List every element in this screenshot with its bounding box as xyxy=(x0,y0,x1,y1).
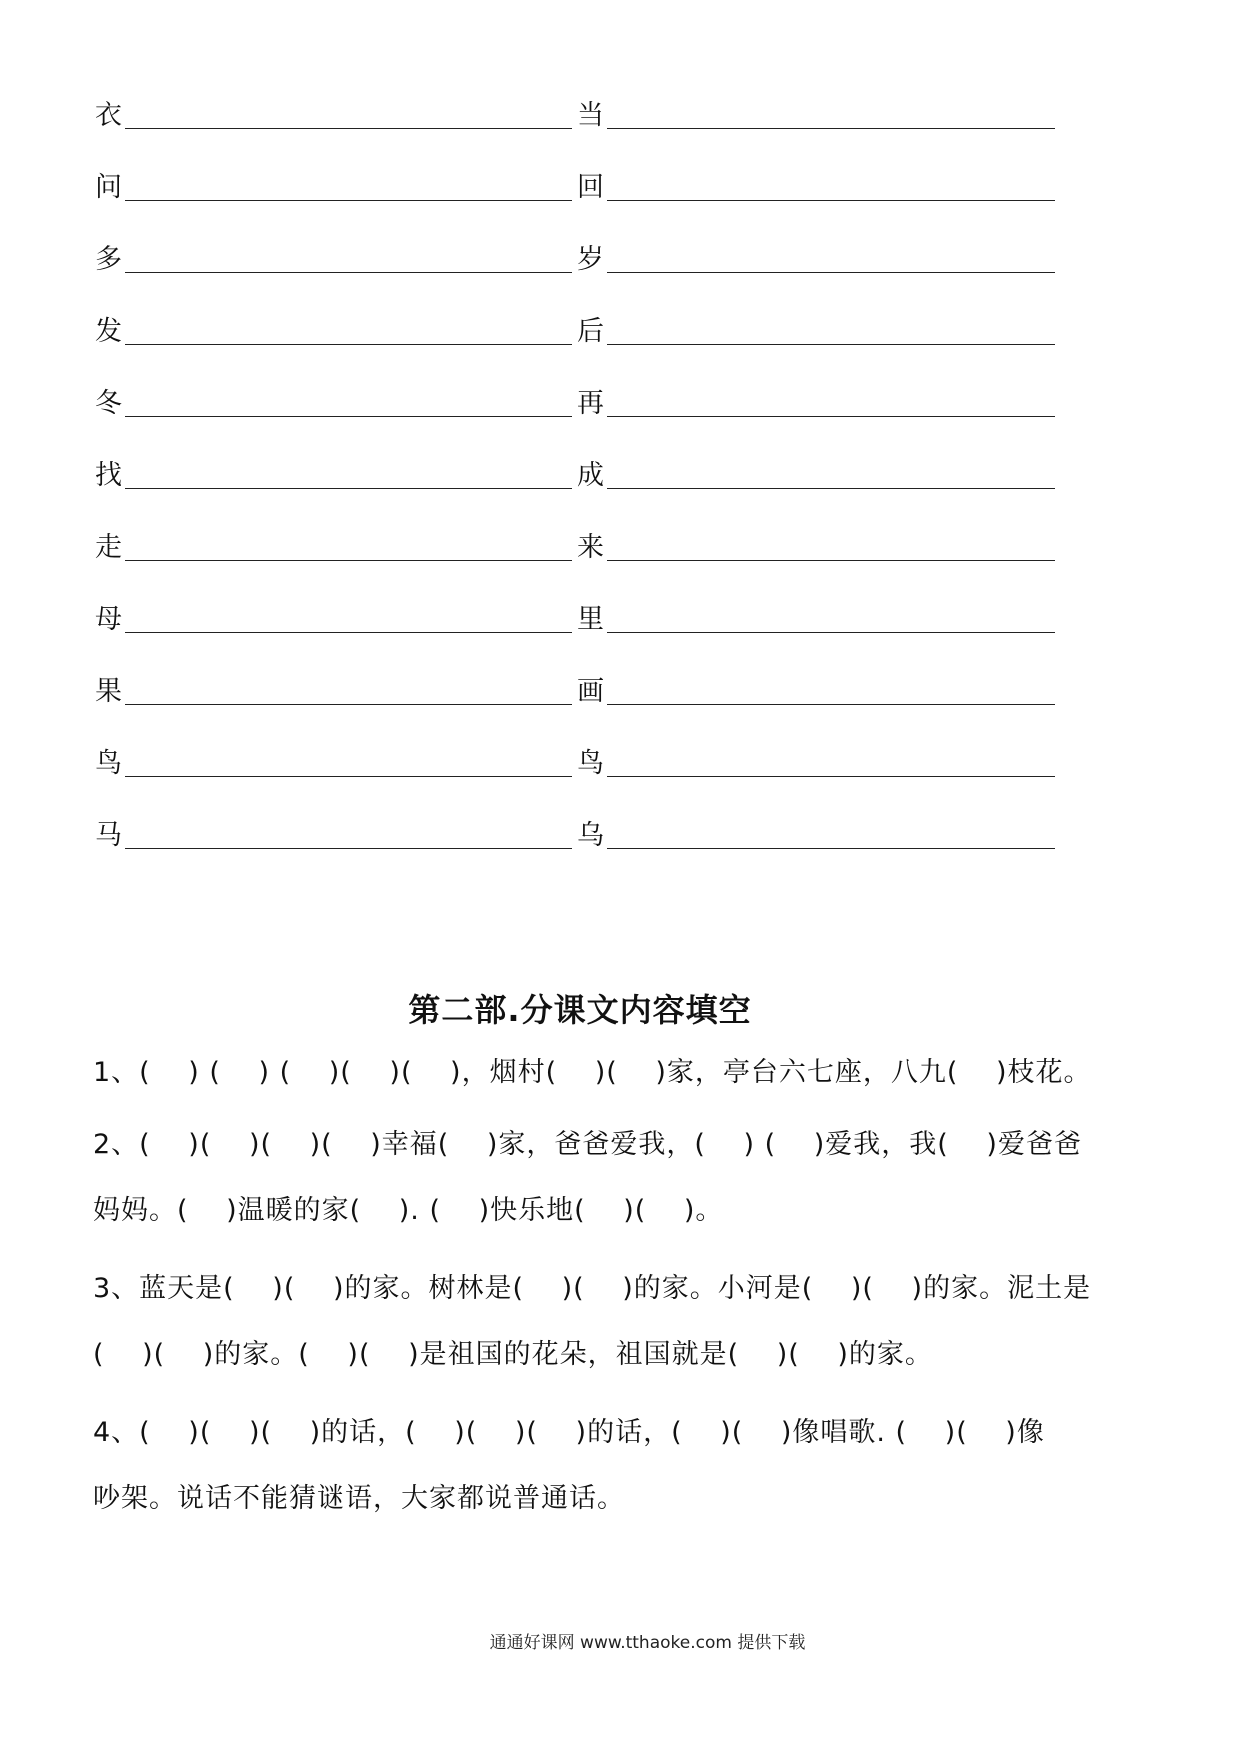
vocab-row xyxy=(95,452,1095,492)
vocab-cell xyxy=(577,308,1057,348)
exercise-2 xyxy=(93,1112,1203,1244)
writing-line[interactable] xyxy=(607,200,1055,201)
vocab-cell xyxy=(95,596,575,636)
vocab-row xyxy=(95,308,1095,348)
vocab-char: 问 xyxy=(95,172,122,203)
writing-line[interactable] xyxy=(607,560,1055,561)
vocab-cell xyxy=(577,740,1057,780)
writing-line[interactable] xyxy=(125,416,572,417)
writing-line[interactable] xyxy=(607,776,1055,777)
vocab-char: 鸟 xyxy=(95,748,122,779)
exercise-line: 3、蓝天是( )( )的家。树林是( )( )的家。小河是( )( )的家。泥土是 xyxy=(93,1273,1092,1304)
vocab-cell xyxy=(95,380,575,420)
writing-line[interactable] xyxy=(607,344,1055,345)
vocab-cell xyxy=(577,92,1057,132)
vocab-char: 成 xyxy=(577,460,604,491)
writing-line[interactable] xyxy=(607,848,1055,849)
vocab-row xyxy=(95,92,1095,132)
vocab-cell xyxy=(577,524,1057,564)
writing-line[interactable] xyxy=(125,632,572,633)
vocab-char: 里 xyxy=(577,604,604,635)
vocab-char: 发 xyxy=(95,316,122,347)
vocab-char: 回 xyxy=(577,172,604,203)
vocab-cell xyxy=(95,812,575,852)
vocab-cell xyxy=(95,740,575,780)
vocab-char: 马 xyxy=(95,820,122,851)
writing-line[interactable] xyxy=(125,344,572,345)
vocab-cell xyxy=(577,452,1057,492)
writing-line[interactable] xyxy=(607,128,1055,129)
vocab-cell xyxy=(95,92,575,132)
vocab-cell xyxy=(577,596,1057,636)
writing-line[interactable] xyxy=(125,488,572,489)
vocab-row xyxy=(95,812,1095,852)
page-footer: 通通好课网 www.tthaoke.com 提供下载 xyxy=(489,1633,806,1653)
vocab-cell xyxy=(95,164,575,204)
writing-line[interactable] xyxy=(607,632,1055,633)
vocab-char: 果 xyxy=(95,676,122,707)
exercise-line: ( )( )的家。( )( )是祖国的花朵，祖国就是( )( )的家。 xyxy=(93,1339,933,1370)
exercise-line: 吵架。说话不能猜谜语，大家都说普通话。 xyxy=(93,1483,625,1514)
vocab-cell xyxy=(577,164,1057,204)
writing-line[interactable] xyxy=(125,776,572,777)
vocab-char: 后 xyxy=(577,316,604,347)
vocab-cell xyxy=(577,380,1057,420)
vocab-char: 乌 xyxy=(577,820,604,851)
vocab-char: 岁 xyxy=(577,244,604,275)
writing-line[interactable] xyxy=(125,848,572,849)
vocab-row xyxy=(95,668,1095,708)
exercise-4 xyxy=(93,1400,1203,1532)
writing-line[interactable] xyxy=(125,560,572,561)
vocab-row xyxy=(95,164,1095,204)
vocab-row xyxy=(95,740,1095,780)
vocab-char: 母 xyxy=(95,604,122,635)
exercise-3 xyxy=(93,1256,1203,1388)
vocab-char: 衣 xyxy=(95,100,122,131)
vocab-char: 走 xyxy=(95,532,122,563)
writing-line[interactable] xyxy=(125,704,572,705)
writing-line[interactable] xyxy=(607,416,1055,417)
writing-line[interactable] xyxy=(607,272,1055,273)
vocab-cell xyxy=(95,452,575,492)
vocab-cell xyxy=(577,812,1057,852)
vocab-char: 多 xyxy=(95,244,122,275)
exercise-1 xyxy=(93,1040,1203,1106)
vocab-char: 冬 xyxy=(95,388,122,419)
vocab-char: 鸟 xyxy=(577,748,604,779)
exercise-line: 2、( )( )( )( )幸福( )家，爸爸爱我，( ) ( )爱我，我( )爱爸爸 xyxy=(93,1129,1082,1160)
vocab-char: 找 xyxy=(95,460,122,491)
writing-line[interactable] xyxy=(125,128,572,129)
vocab-row xyxy=(95,524,1095,564)
vocab-row xyxy=(95,596,1095,636)
writing-line[interactable] xyxy=(125,200,572,201)
section-title: 第二部.分课文内容填空 xyxy=(408,991,752,1029)
vocab-char: 来 xyxy=(577,532,604,563)
vocab-cell xyxy=(95,668,575,708)
vocab-cell xyxy=(95,524,575,564)
vocab-char: 当 xyxy=(577,100,604,131)
vocab-row xyxy=(95,380,1095,420)
exercise-line: 妈妈。( )温暖的家( ). ( )快乐地( )( )。 xyxy=(93,1195,724,1226)
exercise-line: 1、( ) ( ) ( )( )( )，烟村( )( )家，亭台六七座，八九( )枝花。 xyxy=(93,1057,1092,1088)
exercise-line: 4、( )( )( )的话，( )( )( )的话，( )( )像唱歌. ( )( )像 xyxy=(93,1417,1045,1448)
writing-line[interactable] xyxy=(125,272,572,273)
writing-line[interactable] xyxy=(607,704,1055,705)
writing-line[interactable] xyxy=(607,488,1055,489)
vocab-char: 画 xyxy=(577,676,604,707)
vocab-cell xyxy=(95,236,575,276)
vocab-cell xyxy=(95,308,575,348)
vocab-cell xyxy=(577,668,1057,708)
vocab-cell xyxy=(577,236,1057,276)
vocab-row xyxy=(95,236,1095,276)
vocab-char: 再 xyxy=(577,388,604,419)
